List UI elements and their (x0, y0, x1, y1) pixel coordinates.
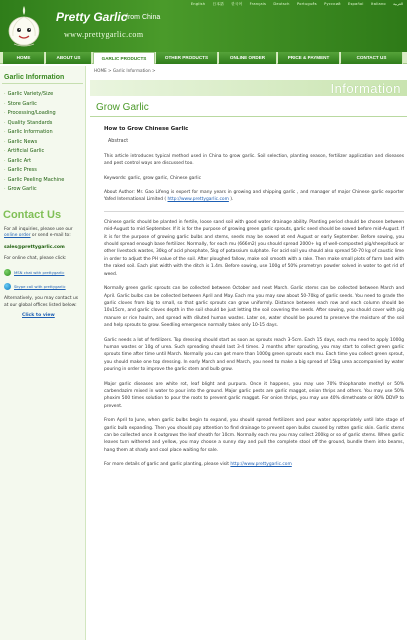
intro-paragraph: This article introduces typical method used in China to grow garlic. Soil selection, planting season, fertilizer application and diseases and pest control ways are discussed too. (104, 153, 404, 167)
title-divider (90, 116, 407, 117)
contact-text-2: or send e-mail to: (31, 233, 71, 238)
lang-link[interactable]: Italiano (370, 2, 386, 6)
keywords: Keywords: garlic, grow garlic, Chinese garlic (104, 175, 202, 181)
site-url: www.prettygarlic.com (64, 30, 144, 39)
chat-prompt: For online chat, please click: (4, 255, 67, 261)
sidebar-item-label: Store Garlic (7, 100, 37, 107)
sidebar-item-label: Grow Garlic (7, 186, 37, 192)
sidebar-item-garlic-variety[interactable] (4, 90, 85, 100)
paragraph-soil-planting: Chinese garlic should be planted in fertile, loose sand soil with good water drainage ability. Planting period should be chosen between mid-August to mid September. If it is for the purpose of growing green garlic sprouts, garlic seed should be sowed before mid-August. If it is for the purpose of growing garlic bulbs and stems, seeds may be sowed at end August or early September. Before sowing, you should spread enough base fertilizer. Normally, for each mu (666m2) you should spread 2000+ kg of well-composted pig/sheep/duck or other livestock wastes, 30kg of acid phosphate, 5kg of potassium sulphate. For acid soil you should also spread 50-70 kg of caustic lime in order to adjust the PH value of the soil. After ploughed fallow, make soil smooth with a rake. Then make small plots of farm land with the raked soil. Each plot width with the ditch is 1.4m. Before sowing, use 100g of 50% prometryn powder solved in water to get rid of weed. (104, 219, 404, 277)
nav-contact-us[interactable]: CONTACT US (341, 52, 403, 64)
nav-home[interactable]: HOME (3, 52, 45, 64)
lang-link[interactable]: Français (249, 2, 267, 6)
garlic-logo-icon[interactable] (4, 4, 44, 48)
abstract-heading: Abstract (108, 139, 129, 145)
skype-icon (4, 283, 11, 290)
sidebar-list (4, 90, 85, 195)
nav-garlic-products[interactable]: GARLIC PRODUCTS (93, 52, 155, 64)
author-url-link[interactable]: http://www.prettygarlic.com (167, 197, 229, 203)
msn-chat-link[interactable] (4, 268, 85, 276)
page-title: Grow Garlic (96, 102, 149, 113)
skype-label: Skype call with prettygarlic (14, 283, 66, 289)
contact-heading: Contact Us (3, 208, 62, 221)
lang-link[interactable]: Português (296, 2, 317, 6)
author-paragraph (104, 189, 404, 204)
breadcrumb[interactable]: HOME > Garlic Information > (94, 68, 156, 73)
bullet-icon: · (4, 100, 6, 107)
sidebar-heading: Garlic Information (2, 72, 83, 84)
contact-text-1: For all inquiries, please use our (4, 226, 73, 232)
site-header (0, 0, 407, 52)
nav-price-payment[interactable]: PRICE & PAYMENT (278, 52, 340, 64)
sidebar-item-label: Quality Standards (7, 119, 53, 126)
email-link[interactable]: sales@prettygarlic.com (4, 244, 65, 250)
main-content (90, 66, 407, 640)
sidebar (0, 66, 86, 640)
banner-word: Information (330, 81, 401, 96)
paragraph-harvest-sowing: Normally green garlic sprouts can be collected between October and next March. Garlic stems can be collected between March and April. Garlic bulbs can be collected between April and May. Each mu you may sow about 50-70kg of garlic seeds. You need to grade the garlic cloves from big to small, so that garlic sprouts can grow uniformly. Distance between each row and each column should be 10x15cm, and garlic cloves depth in the soil should be just letting the soil covering the seeds. After sowing, you should cover with pig manure or rice haulm, and spread with diluted human wastes. Later on, water should be poured to preserve the moisture of the soil and help sprouts to grow. Seedling emergence normally takes only 10-15 days. (104, 286, 404, 329)
bullet-icon: · (4, 186, 6, 192)
paragraph-fertilizer: Garlic needs a lot of fertilizers. Top dressing should start as soon as sprouts reach 3-5cm. Each 15 days, each mu need to apply 1000g human wastes or 10g of urea. Such spreading should last 3-4 times. 2 months after sprouting, you may start to collect green garlic sprouts time after time until March. Normally you can get more than 1000g green sprouts each mu. Each time you collect green sprout, you should make one top dressing. In early March and end March, you need to make a big spread of 15kg urea accompanied by water pouring in order to improve the garlic stem and bulb grow. (104, 337, 404, 373)
msn-icon (4, 269, 11, 276)
sidebar-item-label: Garlic Variety/Size (7, 91, 54, 97)
bullet-icon: · (4, 176, 6, 183)
nav-other-products[interactable]: OTHER PRODUCTS (156, 52, 218, 64)
sidebar-item-artificial-garlic[interactable] (4, 147, 85, 157)
more-details (104, 461, 404, 468)
brand-name[interactable]: Pretty Garlic (56, 10, 128, 24)
skype-call-link[interactable] (4, 282, 85, 290)
sidebar-item-label: Processing/Loading (7, 110, 56, 116)
sidebar-item-quality[interactable] (4, 119, 85, 129)
contact-text (4, 227, 81, 240)
sidebar-item-store-garlic[interactable] (4, 100, 85, 110)
sidebar-item-peeling-machine[interactable] (4, 176, 85, 186)
paragraph-bulb-harvest: From April to June, when garlic bulbs begin to expand, you should spread fertilizers and pour water appropriately until late stage of garlic bulb expanding. Then you should pay attention to find drainage to prevent open bulbs caused by rotten garlic skin. Garlic stems can be collected once it outgrows the leaf sheath for 10cm. Normally each mu you may collect 200kg or so of garlic stems. When garlic leaves turn withered and yellow, you may choose a sunny day and pull the complete stool off the ground, bundle them into beams, hang them at shady and cool place waiting for sale. (104, 418, 404, 453)
bullet-icon: · (4, 157, 6, 164)
online-order-link[interactable]: online order (4, 233, 31, 238)
bullet-icon: · (4, 138, 6, 145)
sidebar-item-garlic-press[interactable] (4, 166, 85, 176)
sidebar-item-label: Artificial Garlic (7, 148, 45, 154)
sidebar-item-label: Garlic Art (7, 157, 32, 164)
nav-about-us[interactable]: ABOUT US (46, 52, 92, 64)
sidebar-item-label: Garlic News (7, 138, 38, 145)
lang-link[interactable]: 한국어 (231, 2, 243, 6)
article (104, 120, 404, 469)
sidebar-item-label: Garlic Peeling Machine (7, 176, 65, 183)
article-title: How to Grow Chinese Garlic (104, 126, 189, 132)
nav-online-order[interactable]: ONLINE ORDER (219, 52, 277, 64)
main-nav (0, 52, 407, 64)
bullet-icon: · (4, 91, 6, 97)
author-end: ). (228, 197, 234, 203)
sidebar-item-garlic-information[interactable] (4, 128, 85, 138)
more-details-link[interactable]: http://www.prettygarlic.com (230, 462, 292, 468)
lang-link[interactable]: Deutsch (273, 2, 290, 6)
sidebar-item-label: Garlic Press (7, 167, 37, 173)
sidebar-item-garlic-news[interactable] (4, 138, 85, 148)
bullet-icon: · (4, 119, 6, 126)
brand-subtitle: from China (126, 14, 161, 21)
msn-label: MSN chat with prettygarlic (14, 269, 65, 275)
paragraph-diseases-pests: Major garlic diseases are white rot, leaf blight and purpura. Once it happens, you may use 70% thiophanate methyl or 50% carbendazim mixed in water to pour into the ground. Major garlic pests are garlic maggot, onion thrips and others. You may use 50% phoxim 500 times solution to pour the roots to prevent garlic maggot. For onion thrips, you may use 40% dimethoate or 80% DDVP to prevent. (104, 381, 404, 409)
language-bar (185, 2, 403, 7)
bullet-icon: · (4, 129, 6, 135)
more-details-text: For more details of garlic and garlic planting, please visit (104, 462, 231, 468)
click-to-view-link[interactable]: Click to view (22, 313, 55, 318)
offices-text: Alternatively, you may contact us at our global offices listed below: (4, 296, 79, 308)
author-text: About Author: Mr. Gao Lifeng is expert for many years in growing and shipping garlic , and manager of major Chinese garlic exporter Yafed International Limited ( (104, 190, 404, 203)
article-divider (104, 211, 404, 212)
lang-link[interactable]: Español (348, 2, 364, 6)
bullet-icon: · (4, 167, 6, 173)
lang-link[interactable]: Русский (324, 2, 341, 6)
lang-link[interactable]: 日本語 (212, 2, 224, 6)
sidebar-item-grow-garlic[interactable] (4, 185, 85, 195)
lang-link[interactable]: العربية (393, 2, 403, 6)
sidebar-item-processing[interactable] (4, 109, 85, 119)
sidebar-item-label: Garlic Information (7, 129, 53, 135)
sidebar-item-garlic-art[interactable] (4, 157, 85, 167)
bullet-icon: · (4, 110, 6, 116)
information-banner (90, 80, 407, 96)
lang-link[interactable]: English (190, 2, 206, 6)
bullet-icon: · (4, 148, 6, 154)
